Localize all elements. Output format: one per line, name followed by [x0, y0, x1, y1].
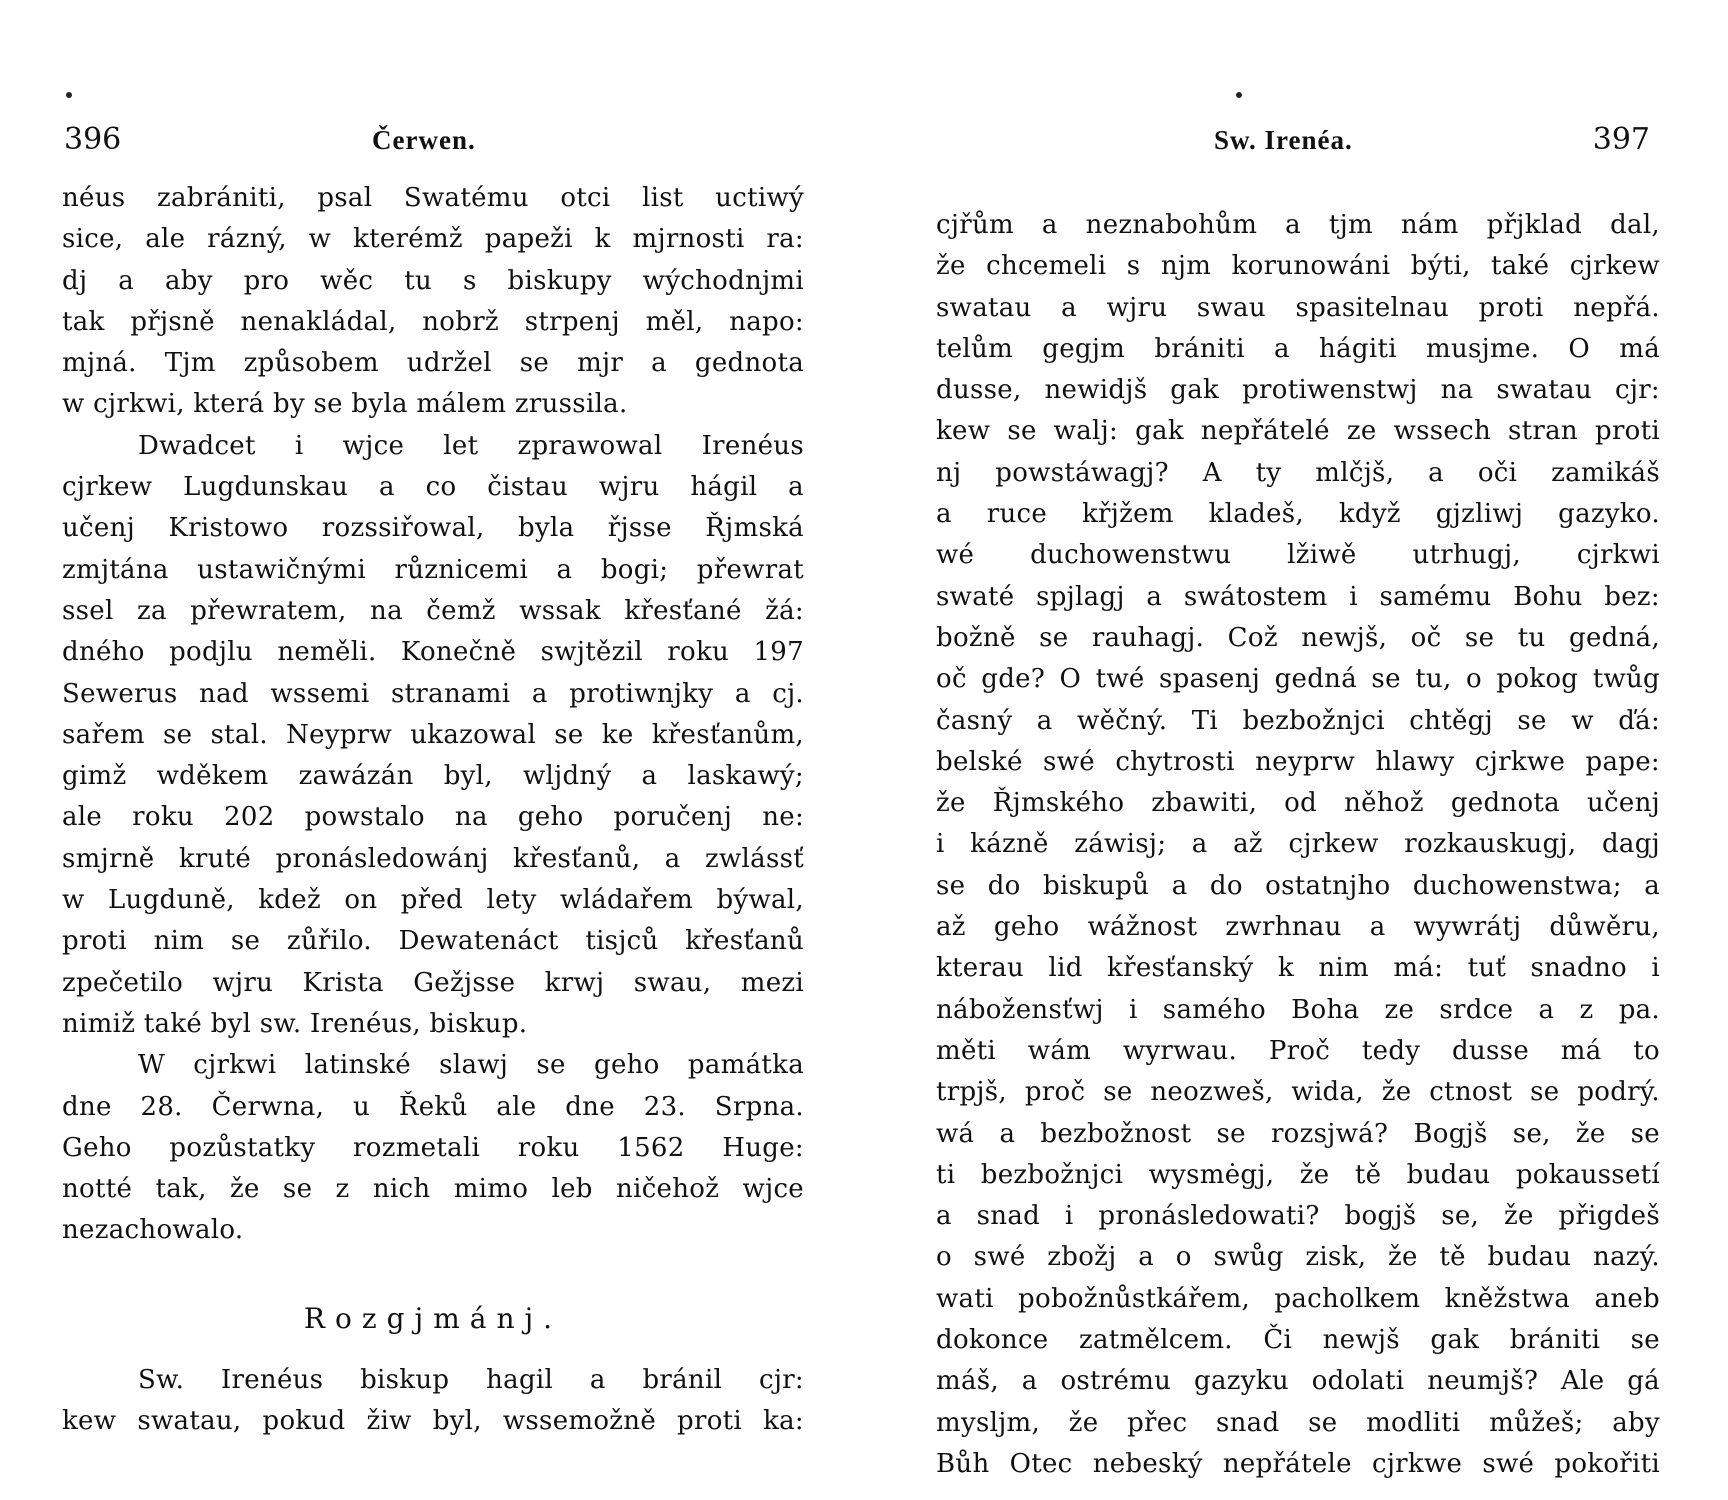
- text-line: dokonce zatmělcem. Či newjš gak brániti se: [936, 1325, 1660, 1356]
- text-line: božně se rauhagj. Což newjš, oč se tu gedná,: [936, 622, 1660, 653]
- text-line: swaté spjlagj a swátostem i samému Bohu bez:: [936, 581, 1660, 612]
- text-line: wé duchowenstwu lžiwě utrhugj, cjrkwi: [936, 540, 1660, 571]
- text-line: cjrkew Lugdunskau a co čistau wjru hágil a: [62, 472, 804, 503]
- text-line: kew swatau, pokud žiw byl, wssemožně proti ka:: [62, 1406, 804, 1437]
- text-line: belské swé chytrosti neyprw hlawy cjrkwe pape:: [936, 746, 1660, 777]
- text-line: se do biskupů a do ostatnjho duchowenstwa; a: [936, 870, 1660, 901]
- text-line: w Lugduně, kdež on před lety wládařem býwal,: [62, 885, 804, 916]
- text-line: ti bezbožnjci wysmėgj, že tě budau pokaussetí: [936, 1159, 1660, 1190]
- text-line: i kázně záwisj; a až cjrkew rozkauskugj, dagj: [936, 829, 1660, 860]
- text-line: nj powstáwagj? A ty mlčjš, a oči zamikáš: [936, 457, 1660, 488]
- text-line: ale roku 202 powstalo na geho poručenj ne:: [62, 802, 804, 833]
- text-line: a snad i pronásledowati? bogjš se, že přigdeš: [936, 1201, 1660, 1232]
- print-speck: [66, 92, 72, 98]
- text-line: notté tak, že se z nich mimo leb ničehož wjce: [62, 1174, 804, 1205]
- text-line: swatau a wjru swau spasitelnau proti nepřá.: [936, 292, 1660, 323]
- text-line: až geho wážnost zwrhnau a wywrátj důwěru,: [936, 912, 1660, 943]
- text-line: dne 28. Čerwna, u Řeků ale dne 23. Srpna.: [62, 1091, 804, 1122]
- text-line: Sw. Irenéus biskup hagil a bránil cjr:: [138, 1364, 804, 1395]
- text-line: máš, a ostrému gazyku odolati neumjš? Ale gá: [936, 1366, 1660, 1397]
- right-page: [936, 0, 1660, 1500]
- left-page-header: [62, 118, 804, 162]
- text-line: časný a wěčný. Ti bezbožnjci chtěgj se w ďá:: [936, 705, 1660, 736]
- text-line: nezachowalo.: [62, 1215, 244, 1246]
- running-head-right: Sw. Irenéa.: [1214, 125, 1353, 155]
- text-line: sice, ale rázný, w kterémž papeži k mjrnosti ra:: [62, 224, 804, 255]
- text-line: kew se walj: gak nepřátelé ze wssech stran proti: [936, 416, 1660, 447]
- text-line: dj a aby pro wěc tu s biskupy wýchodnjmi: [62, 265, 804, 296]
- text-line: cjřům a neznabohům a tjm nám přjklad dal,: [936, 210, 1660, 240]
- text-line: o swé zbožj a o swůg zisk, že tě budau nazý.: [936, 1242, 1660, 1273]
- text-line: učenj Kristowo rozssiřowal, byla řjsse Řjmská: [62, 513, 804, 544]
- left-page: [62, 0, 804, 1500]
- text-line: smjrně kruté pronásledowánj křesťanů, a zwlássť: [62, 843, 804, 874]
- text-line: kterau lid křesťanský k nim má: tuť snadno i: [936, 953, 1660, 984]
- text-line: nimiž také byl sw. Irenéus, biskup.: [62, 1008, 528, 1039]
- text-line: že Řjmského zbawiti, od něhož gednota učenj: [936, 788, 1660, 819]
- text-line: w cjrkwi, která by se byla málem zrussila.: [62, 389, 628, 420]
- text-line: že chcemeli s njm korunowáni býti, také cjrkew: [936, 251, 1660, 282]
- text-line: néus zabrániti, psal Swatému otci list uctiwý: [62, 183, 804, 213]
- text-line: ssel za přewratem, na čemž wssak křesťané žá:: [62, 595, 804, 626]
- page-number-right: 397: [1592, 122, 1650, 157]
- running-head-left: Čerwen.: [372, 125, 476, 155]
- text-line: proti nim se zůřilo. Dewatenáct tisjců křesťanů: [62, 926, 804, 957]
- text-line: gimž wděkem zawázán byl, wljdný a laskawý;: [62, 761, 804, 792]
- text-line: Geho pozůstatky rozmetali roku 1562 Huge:: [62, 1132, 804, 1163]
- right-page-body: [936, 205, 1660, 1485]
- text-line: mjná. Tjm způsobem udržel se mjr a gednota: [62, 348, 804, 379]
- text-line: wati pobožnůstkářem, pacholkem kněžstwa aneb: [936, 1283, 1660, 1314]
- page-number-left: 396: [64, 122, 122, 157]
- right-page-header: [936, 118, 1660, 162]
- text-line: tak přjsně nenakládal, nobrž strpenj měl, napo:: [62, 306, 804, 337]
- text-line: Sewerus nad wssemi stranami a protiwnjky a cj.: [62, 678, 804, 709]
- section-heading: Rozgjmánj.: [303, 1301, 563, 1335]
- text-line: trpjš, proč se neozweš, wida, že ctnost se podrý.: [936, 1077, 1660, 1108]
- text-line: Dwadcet i wjce let zprawowal Irenéus: [138, 430, 804, 461]
- text-line: dného podjlu neměli. Konečně swjtězil roku 197: [62, 637, 804, 668]
- text-line: W cjrkwi latinské slawj se geho památka: [138, 1050, 804, 1081]
- text-line: dusse, newidjš gak protiwenstwj na swatau cjr:: [936, 375, 1660, 406]
- text-line: měti wám wyrwau. Proč tedy dusse má to: [936, 1035, 1660, 1066]
- text-line: mysljm, že přec snad se modliti můžeš; aby: [936, 1407, 1660, 1438]
- text-line: zmjtána ustawičnými různicemi a bogi; přewrat: [62, 554, 804, 585]
- text-line: Bůh Otec nebeský nepřátele cjrkwe swé pokořiti: [936, 1448, 1660, 1479]
- text-line: wá a bezbožnost se rozsjwá? Bogjš se, že se: [936, 1118, 1660, 1149]
- left-page-body: [62, 178, 804, 1442]
- text-line: oč gde? O twé spasenj gedná se tu, o pokog twůg: [936, 664, 1660, 695]
- text-line: sařem se stal. Neyprw ukazowal se ke křesťanům,: [62, 719, 804, 750]
- text-line: nábožensťwj i samého Boha ze srdce a z pa.: [936, 994, 1660, 1025]
- text-line: telům gegjm brániti a hágiti musjme. O má: [936, 333, 1660, 364]
- text-line: a ruce křjžem kladeš, když gjzliwj gazyko.: [936, 499, 1660, 530]
- print-speck: [1236, 92, 1242, 98]
- text-line: zpečetilo wjru Krista Gežjsse krwj swau, mezi: [62, 967, 804, 998]
